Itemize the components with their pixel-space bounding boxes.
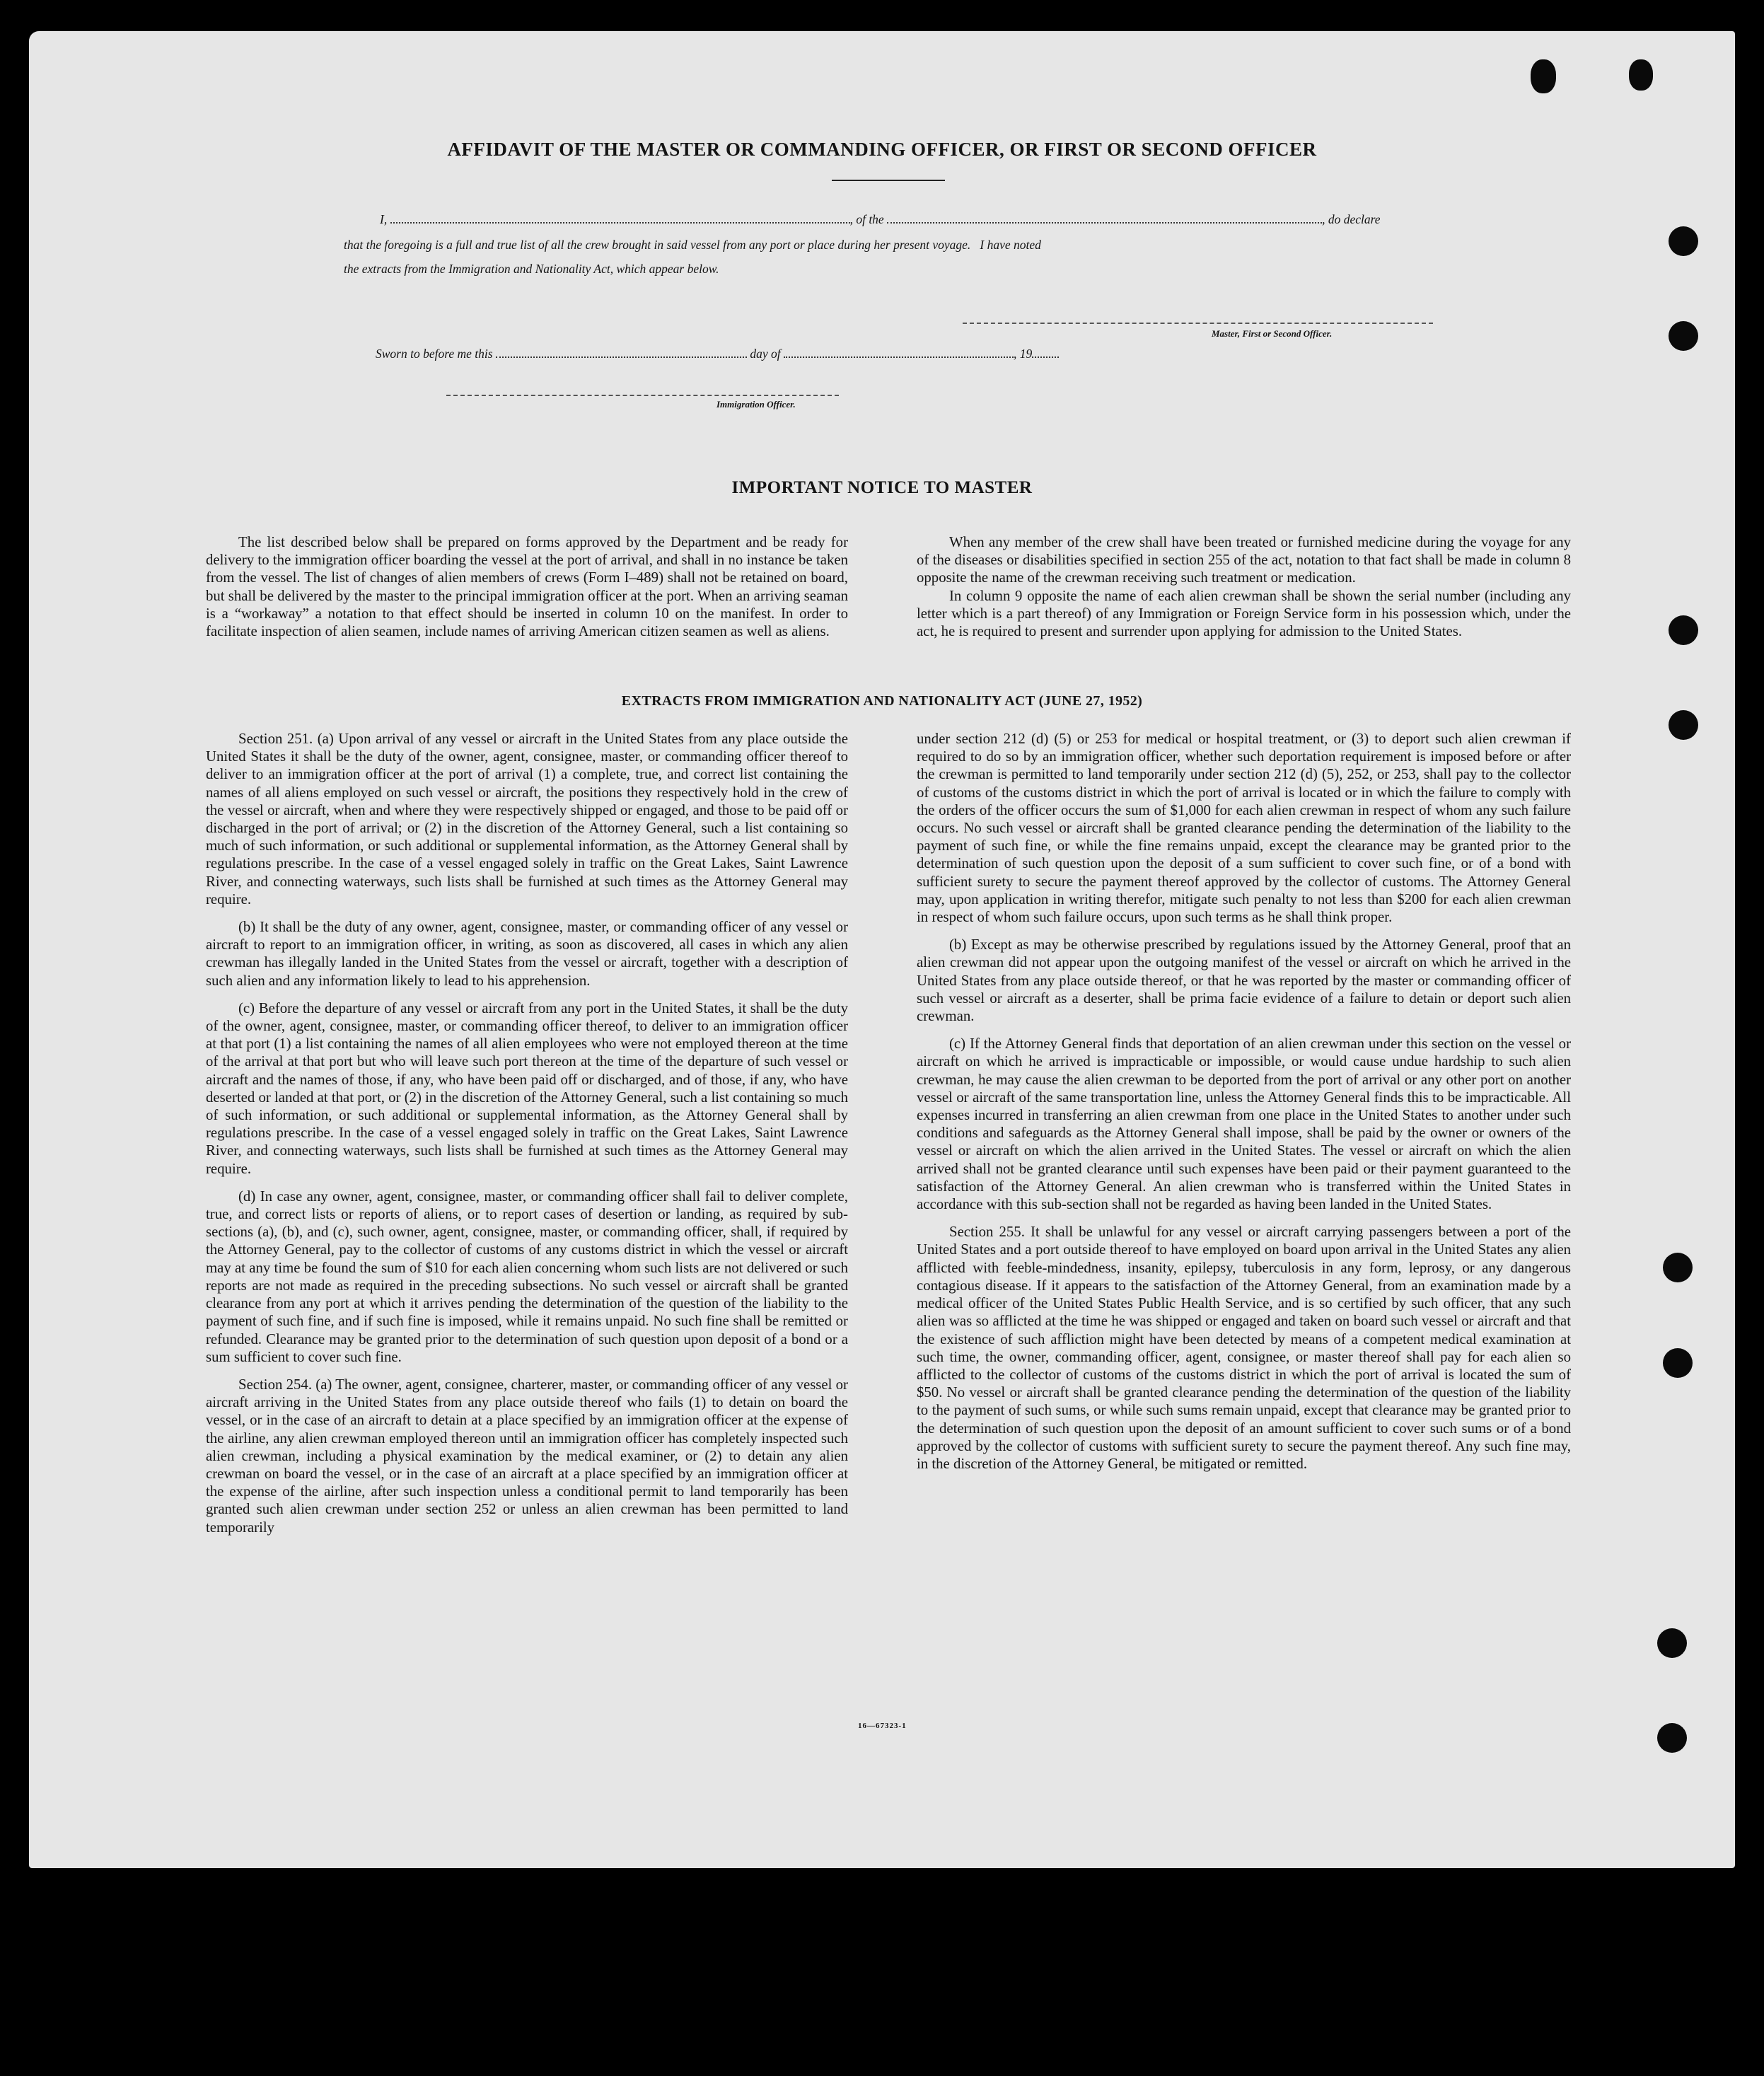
punch-hole (1657, 1723, 1687, 1753)
officer-signature-line[interactable] (446, 395, 839, 396)
notice-left-column (206, 533, 848, 640)
sworn-month-field[interactable] (784, 347, 1014, 358)
title-rule (832, 180, 945, 181)
act-paragraph: (b) Except as may be otherwise prescribed by regulations issued by the Attorney General, proof that an alien crewman did not appear upon the outgoing manifest of the vessel or aircraft on which he arrived in the United States from any place outside thereof, or that he was reported by the master or commanding officer of such vessel or aircraft as a deserter, shall be prima facie evidence of a failure to detain or deport such alien crewman. (917, 936, 1571, 1025)
act-paragraph: (d) In case any owner, agent, consignee, master, or commanding officer shall fail to deliver complete, true, and correct lists or reports of aliens, or to report cases of desertion or landing, as required by sub-sections (a), (b), and (c), such owner, agent, consignee, master, or commanding officer, shall, if required by the Attorney General, pay to the collector of customs of any customs district in which the vessel or aircraft may at any time be found the sum of $10 for each alien concerning whom such lists are not delivered or such reports are not made as required in the preceding subsections. No such vessel or aircraft shall be granted clearance from any port at which it arrives pending the determination of the question of the liability to the payment of such fine, and if such fine is imposed, while it remains unpaid. No such fine shall be remitted or refunded. Clearance may be granted prior to the determination of such question upon deposit of a bond or a sum sufficient to cover such fine. (206, 1188, 848, 1365)
punch-hole (1629, 59, 1653, 91)
of-the-label: , of the (849, 212, 884, 226)
master-caption: Master, First or Second Officer. (1212, 328, 1333, 339)
punch-hole (1669, 321, 1698, 351)
vessel-field[interactable] (887, 212, 1322, 224)
punch-hole (1657, 1628, 1687, 1658)
declaration-line-3: the extracts from the Immigration and Nationality Act, which appear below. (344, 262, 719, 276)
act-paragraph: Section 254. (a) The owner, agent, consignee, charterer, master, or commanding officer of any vessel or aircraft arriving in the United States from any place outside thereof who fails (1) to detain on board the vessel, or in the case of an aircraft to detain at a place specified by an immigration officer at the expense of the airline, any alien crewman employed thereon until an immigration officer has completely inspected such alien crewman, including a physical examination by the medical examiner, or (2) to detain any alien crewman on board the vessel, or in the case of an aircraft at a place specified by an immigration officer at the expense of the airline, after such inspection unless a conditional permit to land temporarily has been granted such alien crewman under section 252 or unless an alien crewman has been permitted to land temporarily (206, 1376, 848, 1536)
year-label: , 19 (1013, 347, 1033, 361)
day-of-label: day of (750, 347, 781, 361)
act-paragraph: Section 251. (a) Upon arrival of any vessel or aircraft in the United States from any place outside the United States it shall be the duty of the owner, agent, consignee, master, or commanding officer thereof to deliver to an immigration officer at the port of arrival (1) a complete, true, and correct list containing the names of all aliens employed on such vessel or aircraft, the positions they respectively hold in the crew of the vessel or aircraft, when and where they were respectively shipped or engaged, and those to be paid off or discharged in the port of arrival; or (2) in the discretion of the Attorney General, such a list containing so much of such information, or such additional or supplemental information, as the Attorney General shall by regulations prescribe. In the case of a vessel engaged solely in traffic on the Great Lakes, Saint Lawrence River, and connecting waterways, such lists shall be furnished at such times as the Attorney General may require. (206, 731, 848, 907)
act-paragraph: under section 212 (d) (5) or 253 for medical or hospital treatment, or (3) to deport such alien crewman if required to do so by an immigration officer, whether such deportation requirement is imposed before or after the crewman is permitted to land temporarily under section 212 (d) (5), 252, or 253, shall pay to the collector of customs of the customs district in which the port of arrival is located or in which the failure to comply with the orders of the officer occurs the sum of $1,000 for each alien crewman in respect of whom any such failure occurs. No such vessel or aircraft shall be granted clearance pending the determination of the liability to the payment of such fine, or while the fine remains unpaid, except the clearance may be granted prior to the determination of such question upon the deposit of a sum sufficient to cover such fine, or of a bond with sufficient surety to secure the payment thereof approved by the collector of customs. The Attorney General may, upon application in writing therefor, mitigate such penalty to not less than $200 for each alien crewman in respect of whom such failure occurs, upon such terms as he shall think proper. (917, 731, 1571, 926)
notice-right-column (917, 533, 1571, 640)
notice-title: IMPORTANT NOTICE TO MASTER (731, 478, 1033, 497)
sworn-day-field[interactable] (496, 347, 747, 358)
notice-paragraph: When any member of the crew shall have been treated or furnished medicine during the voyage for any of the diseases or disabilities specified in section 255 of the act, notation to that fact shall be made in column 8 opposite the name of the crewman receiving such treatment or medication. (917, 534, 1571, 586)
act-paragraph: (b) It shall be the duty of any owner, agent, consignee, master, or commanding officer of any vessel or aircraft to report to an immigration officer, in writing, as soon as discovered, all cases in which any alien crewman has illegally landed in the United States from the vessel or aircraft, together with a description of such alien and any information likely to lead to his apprehension. (206, 919, 848, 989)
declaration-line-1 (380, 212, 1381, 227)
act-paragraph: Section 255. It shall be unlawful for any vessel or aircraft carrying passengers between a port of the United States and a port outside thereof to have employed on board upon arrival in the United States any alien afflicted with feeble-mindedness, insanity, epilepsy, tuberculosis in any form, leprosy, or any dangerous contagious disease. If it appears to the satisfaction of the Attorney General, from an examination made by a medical officer of the United States Public Health Service, and is so certified by such officer, that any such alien was so afflicted at the time he was shipped or engaged and taken on board such vessel or aircraft and that the existence of such affliction might have been detected by means of a competent medical examination at such time, the owner, commanding officer, agent, consignee, or master thereof shall pay for each alien so afflicted to the collector of customs of the customs district in which the port of arrival is located the sum of $50. No vessel or aircraft shall be granted clearance pending the determination of the question of the liability to the payment of such sums, or while such sums remain unpaid, except that clearance may be granted prior to the determination of such question upon the deposit of an amount sufficient to cover such sums or of a bond approved by the collector of customs with sufficient surety to secure the payment thereof. Any such fine may, in the discretion of the Attorney General, be mitigated or remitted. (917, 1224, 1571, 1472)
master-signature-line[interactable] (963, 323, 1433, 324)
punch-hole (1663, 1348, 1693, 1378)
punch-hole (1663, 1253, 1693, 1282)
form-code: 16—67323-1 (858, 1722, 907, 1730)
sworn-line (376, 347, 1059, 361)
punch-hole (1669, 710, 1698, 740)
i-label: I, (380, 212, 388, 226)
officer-caption: Immigration Officer. (716, 399, 796, 410)
declaration-line-2: that the foregoing is a full and true list of all the crew brought in said vessel from any port or place during her present voyage. I have noted (344, 238, 1041, 252)
affidavit-title: AFFIDAVIT OF THE MASTER OR COMMANDING OFFICER, OR FIRST OR SECOND OFFICER (447, 139, 1317, 160)
punch-hole (1669, 615, 1698, 645)
punch-hole (1531, 59, 1556, 93)
extracts-right-column (917, 730, 1571, 1483)
punch-hole (1669, 226, 1698, 256)
notice-paragraph: The list described below shall be prepared on forms approved by the Department and be ready for delivery to the immigration officer boarding the vessel at the port of arrival, and shall in no instance be taken from the vessel. The list of changes of alien members of crews (Form I–489) shall not be retained on board, but shall be delivered by the master to the principal immigration officer at the port. When an arriving seaman is a “workaway” a notation to that effect should be inserted in column 10 on the manifest. In order to facilitate inspection of alien seamen, include names of arriving American citizen seamen as well as aliens. (206, 534, 848, 640)
extracts-title: EXTRACTS FROM IMMIGRATION AND NATIONALITY ACT (JUNE 27, 1952) (621, 693, 1143, 709)
act-paragraph: (c) Before the departure of any vessel or aircraft from any port in the United States, it shall be the duty of the owner, agent, consignee, master, or commanding officer thereof, to deliver to an immigration officer at that port (1) a list containing the names of all alien employees who were not employed thereon at the time of the arrival at that port but who will leave such port thereon at the time of the departure of such vessel or aircraft and the names of those, if any, who have been paid off or discharged, and of those, if any, who have deserted or landed at that port, or (2) in the discretion of the Attorney General, such a list containing so much of such information, or such additional or supplemental information, as the Attorney General shall by regulations prescribe. In the case of a vessel engaged solely in traffic on the Great Lakes, Saint Lawrence River, and connecting waterways, such lists shall be furnished at such times as the Attorney General may require. (206, 999, 848, 1177)
year-field[interactable] (1032, 347, 1059, 358)
do-declare-label: , do declare (1322, 212, 1381, 226)
document-page (29, 31, 1735, 1868)
act-paragraph: (c) If the Attorney General finds that deportation of an alien crewman under this section on the vessel or aircraft on which he arrived is impracticable or impossible, or would cause undue hardship to such alien crewman, he may cause the alien crewman to be deported from the port of arrival or any other port on another vessel or aircraft of the same transportation line, unless the Attorney General finds this to be impracticable. All expenses incurred in transferring an alien crewman from one place in the United States to another under such conditions and safeguards as the Attorney General shall impose, shall be paid by the owner or owners of the vessel or aircraft on which the alien arrived in the United States. The vessel or aircraft on which the alien arrived shall not be granted clearance until such expenses have been paid or their payment guaranteed to the satisfaction of the Attorney General. An alien crewman who is transferred within the United States in accordance with this sub-section shall not be regarded as having been landed in the United States. (917, 1036, 1571, 1213)
sworn-label: Sworn to before me this (376, 347, 493, 361)
notice-paragraph: In column 9 opposite the name of each alien crewman shall be shown the serial number (including any letter which is a part thereof) of any Immigration or Foreign Service form in his possession which, under the act, he is required to present and surrender upon applying for admission to the United States. (917, 587, 1571, 640)
extracts-left-column (206, 730, 848, 1546)
name-field[interactable] (390, 212, 850, 224)
